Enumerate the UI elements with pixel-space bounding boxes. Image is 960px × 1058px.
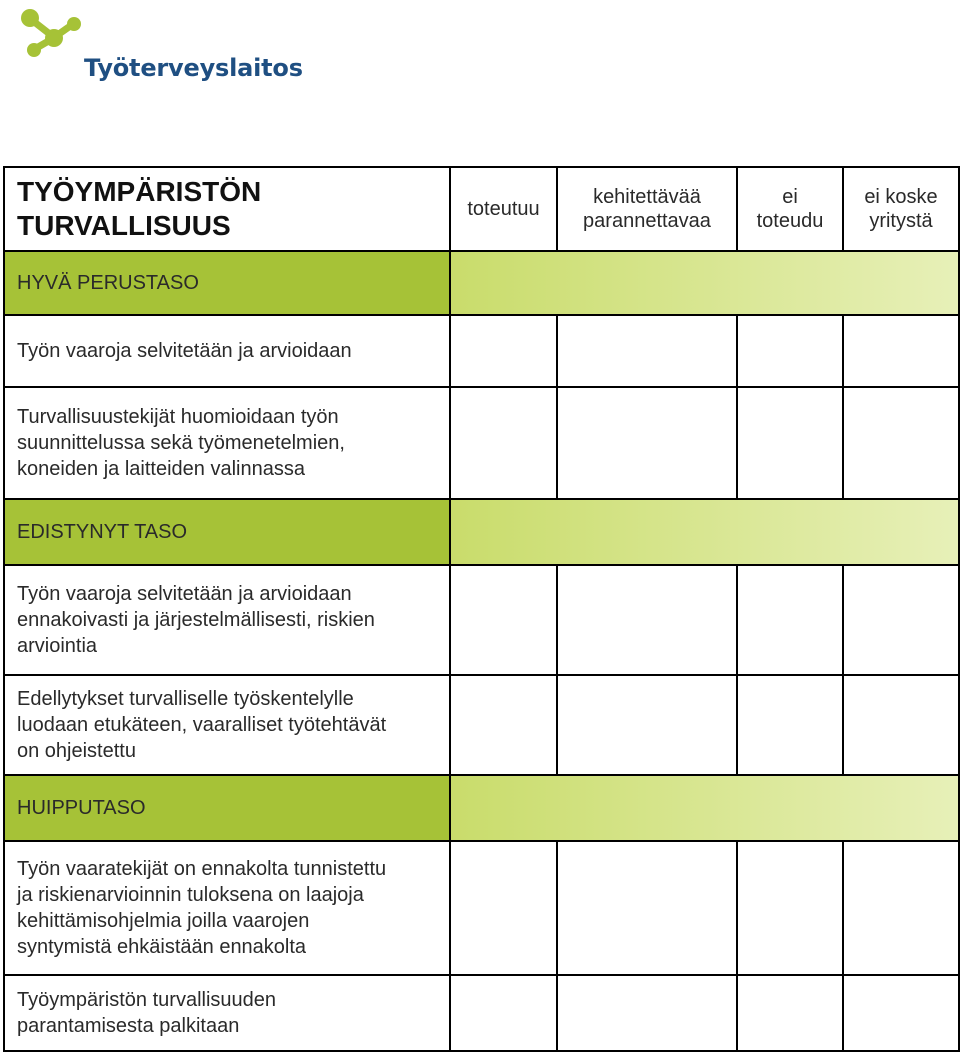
criterion-line: parantamisesta palkitaan bbox=[17, 1015, 240, 1037]
column-header-label: kehitettävää bbox=[593, 186, 701, 208]
section-band-huipputaso bbox=[4, 775, 959, 841]
answer-cell-kehitettavaa[interactable] bbox=[557, 975, 737, 1051]
column-header-label: toteudu bbox=[756, 210, 824, 232]
safety-checklist-table bbox=[3, 166, 960, 1052]
table-title bbox=[4, 167, 450, 251]
criterion-line: arviointia bbox=[17, 635, 98, 657]
criterion-line: ja riskienarvioinnin tuloksena on laajoja bbox=[17, 884, 364, 906]
answer-cell-toteutuu[interactable] bbox=[450, 565, 557, 675]
table-row bbox=[4, 975, 959, 1051]
criterion-line: kehittämisohjelmia joilla vaarojen bbox=[17, 910, 310, 932]
criterion-line: syntymistä ehkäistään ennakolta bbox=[17, 936, 307, 958]
answer-cell-ei-toteudu[interactable] bbox=[737, 565, 843, 675]
answer-cell-toteutuu[interactable] bbox=[450, 675, 557, 775]
column-header-label: yritystä bbox=[869, 210, 933, 232]
section-heading: HUIPPUTASO bbox=[4, 775, 450, 841]
answer-cell-kehitettavaa[interactable] bbox=[557, 565, 737, 675]
answer-cell-toteutuu[interactable] bbox=[450, 315, 557, 387]
table-title-line2: TURVALLISUUS bbox=[17, 210, 231, 241]
section-heading: EDISTYNYT TASO bbox=[4, 499, 450, 565]
criterion-line: ennakoivasti ja järjestelmällisesti, riskien bbox=[17, 609, 375, 631]
criterion-line: suunnittelussa sekä työmenetelmien, bbox=[17, 432, 345, 454]
answer-cell-ei-toteudu[interactable] bbox=[737, 315, 843, 387]
table-row bbox=[4, 841, 959, 975]
table-row bbox=[4, 675, 959, 775]
column-header-label: parannettavaa bbox=[583, 210, 711, 232]
answer-cell-kehitettavaa[interactable] bbox=[557, 675, 737, 775]
answer-cell-kehitettavaa[interactable] bbox=[557, 841, 737, 975]
section-band-fill bbox=[450, 499, 959, 565]
answer-cell-kehitettavaa[interactable] bbox=[557, 315, 737, 387]
criterion-text bbox=[4, 975, 450, 1051]
answer-cell-toteutuu[interactable] bbox=[450, 841, 557, 975]
criterion-line: Edellytykset turvalliselle työskentelylle bbox=[17, 688, 354, 710]
answer-cell-ei-koske[interactable] bbox=[843, 315, 959, 387]
column-header-label: ei bbox=[782, 186, 798, 208]
criterion-line: Turvallisuustekijät huomioidaan työn bbox=[17, 406, 339, 428]
criterion-line: Työympäristön turvallisuuden bbox=[17, 989, 277, 1011]
logo-mark-icon bbox=[14, 4, 94, 74]
criterion-line: Työn vaaroja selvitetään ja arvioidaan bbox=[17, 340, 352, 362]
criterion-text bbox=[4, 841, 450, 975]
column-header-ei-koske bbox=[843, 167, 959, 251]
answer-cell-ei-toteudu[interactable] bbox=[737, 675, 843, 775]
tyoterveyslaitos-logo bbox=[14, 4, 303, 84]
table-row bbox=[4, 565, 959, 675]
column-header-kehitettavaa bbox=[557, 167, 737, 251]
answer-cell-kehitettavaa[interactable] bbox=[557, 387, 737, 499]
criterion-line: luodaan etukäteen, vaaralliset työtehtävät bbox=[17, 714, 387, 736]
criterion-text bbox=[4, 675, 450, 775]
answer-cell-ei-koske[interactable] bbox=[843, 675, 959, 775]
answer-cell-ei-toteudu[interactable] bbox=[737, 841, 843, 975]
criterion-line: Työn vaaratekijät on ennakolta tunnistettu bbox=[17, 858, 387, 880]
column-header-label: ei koske bbox=[864, 186, 938, 208]
answer-cell-ei-koske[interactable] bbox=[843, 387, 959, 499]
section-band-fill bbox=[450, 251, 959, 315]
column-header-ei-toteudu bbox=[737, 167, 843, 251]
column-header-label: toteutuu bbox=[467, 198, 540, 220]
header-row bbox=[4, 167, 959, 251]
logo-text: Työterveyslaitos bbox=[84, 54, 303, 82]
table-title-line1: TYÖYMPÄRISTÖN bbox=[17, 176, 262, 207]
section-band-edistynyt-taso bbox=[4, 499, 959, 565]
section-band-hyva-perustaso bbox=[4, 251, 959, 315]
answer-cell-ei-koske[interactable] bbox=[843, 841, 959, 975]
criterion-text bbox=[4, 315, 450, 387]
answer-cell-ei-koske[interactable] bbox=[843, 565, 959, 675]
table-row bbox=[4, 315, 959, 387]
answer-cell-ei-koske[interactable] bbox=[843, 975, 959, 1051]
criterion-line: koneiden ja laitteiden valinnassa bbox=[17, 458, 305, 480]
answer-cell-ei-toteudu[interactable] bbox=[737, 975, 843, 1051]
table-row bbox=[4, 387, 959, 499]
section-band-fill bbox=[450, 775, 959, 841]
answer-cell-toteutuu[interactable] bbox=[450, 975, 557, 1051]
criterion-text bbox=[4, 387, 450, 499]
answer-cell-ei-toteudu[interactable] bbox=[737, 387, 843, 499]
criterion-line: Työn vaaroja selvitetään ja arvioidaan bbox=[17, 583, 352, 605]
column-header-toteutuu bbox=[450, 167, 557, 251]
criterion-line: on ohjeistettu bbox=[17, 740, 136, 762]
answer-cell-toteutuu[interactable] bbox=[450, 387, 557, 499]
section-heading: HYVÄ PERUSTASO bbox=[4, 251, 450, 315]
criterion-text bbox=[4, 565, 450, 675]
